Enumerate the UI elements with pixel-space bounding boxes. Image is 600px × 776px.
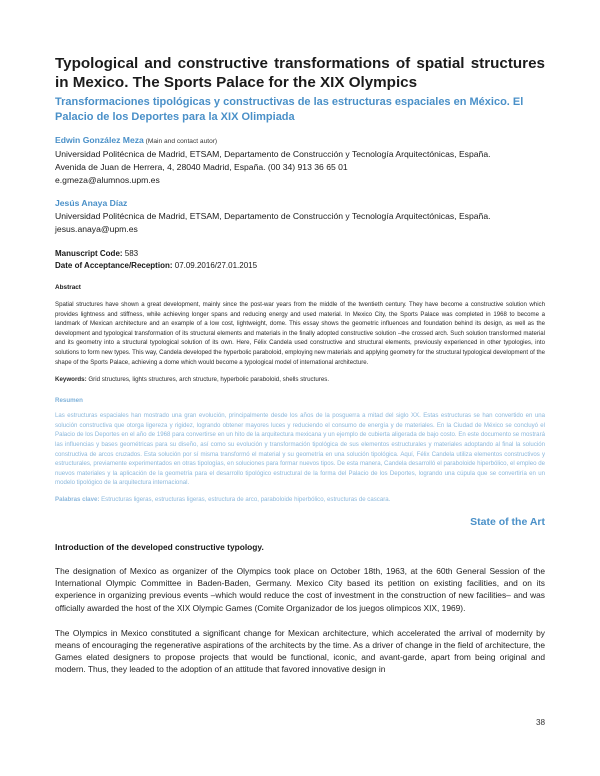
- author-address: Avenida de Juan de Herrera, 4, 28040 Madrid, España. (00 34) 913 36 65 01: [55, 162, 348, 172]
- manuscript-code: [55, 248, 545, 260]
- palabras-clave: [55, 496, 545, 503]
- author-block-1: [55, 134, 545, 187]
- author-affiliation: Universidad Politécnica de Madrid, ETSAM, Departamento de Construcción y Tecnología Arquitectónicas, España.: [55, 149, 491, 159]
- keywords-value: Grid structures, lights structures, arch structure, hyperbolic paraboloid, shells structures.: [86, 376, 330, 384]
- abstract-heading: Abstract: [55, 284, 81, 291]
- manuscript-code-value: 583: [122, 249, 139, 258]
- author-name: Edwin González Meza: [55, 135, 144, 145]
- acceptance-date: [55, 260, 545, 272]
- paper-subtitle: Transformaciones tipológicas y constructivas de las estructuras espaciales en México. El Palacio de los Deportes para la XIX Olimpiada: [55, 96, 524, 123]
- resumen-heading: Resumen: [55, 397, 83, 405]
- manuscript-meta: [55, 248, 545, 271]
- author-note: (Main and contact autor): [143, 138, 218, 145]
- palabras-value: Estructuras ligeras, estructuras ligeras, estructura de arco, paraboloide hiperbólico, estructuras de cascara.: [99, 495, 391, 503]
- palabras-label: Palabras clave:: [55, 495, 100, 503]
- keywords-label: Keywords:: [55, 376, 87, 384]
- body-paragraph: The designation of Mexico as organizer of the Olympics took place on October 18th, 1963, at the 60th General Session of the International Olympic Committee in Baden-Baden, Germany. Mexico City based its petition on existing facilities, and on its experience in organizing previous events –which would reduce the cost of investment in the construction of new facilities– and was officially awarded the host of the XIX Olympic Games (Comite Organizador de los juegos olimpicos XIX, 1969).: [55, 565, 545, 613]
- author-block-2: [55, 197, 545, 236]
- body-paragraph: The Olympics in Mexico constituted a significant change for Mexican architecture, which accelerated the arrival of modernity by means of encouraging the regenerative aspirations of the architects by the time. As a driver of change in the field of architecture, the Games elated designers to propose projects that would be functional, iconic, and avant-garde, apart from being original and modern. Thus, they leaded to the adoption of an attitude that favored innovative design in: [55, 627, 545, 675]
- author-affiliation: Universidad Politécnica de Madrid, ETSAM, Departamento de Construcción y Tecnología Arquitectónicas, España.: [55, 211, 491, 221]
- author-email: jesus.anaya@upm.es: [55, 224, 138, 234]
- acceptance-date-label: Date of Acceptance/Reception:: [55, 260, 173, 270]
- paper-page: [55, 54, 545, 684]
- manuscript-code-label: Manuscript Code:: [55, 249, 123, 258]
- section-title: State of the Art: [470, 515, 545, 528]
- keywords: [55, 375, 545, 384]
- acceptance-date-value: 07.09.2016/27.01.2015: [172, 260, 258, 270]
- subsection-heading: Introduction of the developed constructive typology.: [55, 541, 264, 552]
- paper-title: Typological and constructive transformations of spatial structures in Mexico. The Sports Palace for the XIX Olympics: [55, 55, 545, 91]
- author-email: e.gmeza@alumnos.upm.es: [55, 175, 160, 185]
- author-name: Jesús Anaya Díaz: [55, 198, 128, 208]
- abstract-body: Spatial structures have shown a great development, mainly since the post-war years from the middle of the twentieth century. They have become a constructive solution which provides lightness and stiffness, while achieving longer spans and reducing energy and used material. In Mexico City, the Sports Palace was completed in 1968 to become a landmark of Mexican architecture and an example of a low cost, lightweight, dome. This essay shows the geometric influences and foundation behind its design, as well as the development and typological transformation of its structural elements and materials in the finally adopted constructive solution –the crossed arch. Such solution transformed material and its geometry into a structural typological solution of its own. Here, Félix Candela used constructive and structural elements, previously experienced in other typologies, into solutions to form new types. This way, Candela developed the hyperbolic paraboloid, employing new materials and applying geometry for the structural typological development of the shape of the Sports Palace, achieving a dome which would become a typological model of international architecture.: [55, 301, 545, 366]
- page-number: 38: [536, 718, 546, 727]
- resumen-body: Las estructuras espaciales han mostrado una gran evolución, principalmente desde los años de la posguerra a mitad del siglo XX. Estas estructuras se han convertido en una solución constructiva que otorga ligereza y rigidez, logrando obtener mayores luces y reduciendo el consumo de energía y de materiales. En la Ciudad de México se concluyó el Palacio de los Deportes en el año de 1968 para convertirse en un hito de la arquitectura mexicana y un ejemplo de cubierta aligerada de bajo costo. En este documento se mostrará las influencias y bases geométricas para su diseño, así como su evolución y transformación tipológica de sus elementos estructurales y materiales adoptando al final la solución constructiva de arcos cruzados. Esta solución por sí misma transformó el material y su geometría en una solución tipológica. Aquí, Félix Candela utiliza elementos constructivos y estructurales, previamente experimentados en otras tipologías, en soluciones para formar nuevos tipos. De esta manera, Candela desarrolló el paraboloide hiperbólico, el empleo de nuevos materiales y la aplicación de la geometría para el desarrollo tipológico estructural de la forma del Palacio de los Deportes, logrando una cúpula que se convertiría en un modelo tipológico de la arquitectura internacional.: [55, 412, 545, 487]
